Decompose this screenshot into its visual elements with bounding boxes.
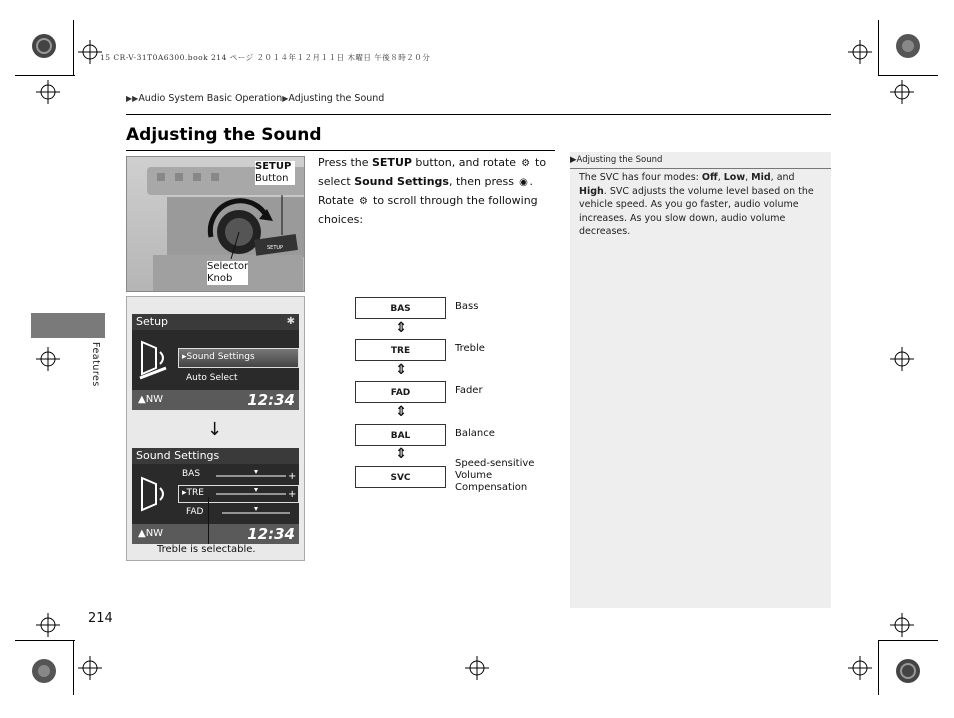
crop-mark	[73, 20, 74, 75]
intro-text: to select	[318, 156, 547, 188]
crop-mark	[878, 20, 879, 75]
updown-arrow-icon: ⇕	[395, 446, 407, 462]
choice-label-balance: Balance	[455, 428, 495, 439]
menu-item-sound-settings: ▸Sound Settings	[182, 352, 255, 362]
knob-label-line2: Knob	[207, 273, 233, 284]
page-number: 214	[88, 611, 113, 626]
setup-screen-title: Setup	[132, 314, 299, 330]
instruction-text	[318, 154, 558, 229]
registration-disc-icon	[894, 657, 922, 685]
control-panel-photo	[126, 156, 305, 292]
intro-text: to scroll through the following choices:	[318, 194, 538, 226]
crosshair-icon	[465, 656, 489, 680]
crosshair-icon	[890, 80, 914, 104]
svg-text:+: +	[288, 471, 296, 482]
section-tab	[31, 313, 105, 338]
choice-label-treble: Treble	[455, 343, 485, 354]
choice-label-fader: Fader	[455, 385, 483, 396]
choice-box-tre: TRE	[355, 339, 446, 361]
crop-mark	[15, 75, 75, 76]
crop-mark	[878, 640, 879, 695]
clock-readout: 12:34	[247, 391, 295, 409]
intro-text: button, and rotate	[411, 156, 520, 169]
updown-arrow-icon: ⇕	[395, 362, 407, 378]
setup-screen	[132, 314, 299, 410]
intro-bold-setup: SETUP	[372, 156, 412, 169]
audio-settings-icon	[136, 338, 172, 382]
print-header-note: 15 CR-V-31T0A6300.book 214 ページ ２０１４年１２月１１日 木曜日 午後８時２０分	[100, 53, 431, 62]
note-text: The SVC has four modes:	[579, 172, 702, 183]
mode-mid: Mid	[751, 172, 771, 183]
setup-label-line1: SETUP	[255, 161, 292, 172]
bass-slider	[216, 468, 296, 482]
row-tre: ▸TRE	[182, 488, 204, 498]
choice-box-fad: FAD	[355, 381, 446, 403]
section-label: Features	[90, 342, 101, 387]
setup-label-line2: Button	[255, 173, 289, 184]
registration-disc-icon	[894, 32, 922, 60]
updown-arrow-icon: ⇕	[395, 320, 407, 336]
screen-caption: Treble is selectable.	[157, 544, 256, 555]
crop-mark	[15, 640, 75, 641]
press-knob-icon: ◉	[519, 177, 528, 188]
crop-mark	[878, 640, 938, 641]
setup-button-label	[255, 161, 295, 185]
breadcrumb	[126, 93, 384, 104]
knob-label-line1: Selector	[207, 261, 249, 272]
crosshair-icon	[890, 347, 914, 371]
crosshair-icon	[36, 613, 60, 637]
note-heading	[570, 155, 662, 165]
treble-slider	[216, 486, 296, 500]
intro-bold-sound-settings: Sound Settings	[354, 175, 449, 188]
svg-text:+: +	[288, 489, 296, 500]
choice-box-bal: BAL	[355, 424, 446, 446]
choice-label-bass: Bass	[455, 301, 479, 312]
menu-item-auto-select: Auto Select	[186, 373, 238, 383]
rotate-knob-icon: ⚙	[521, 158, 531, 169]
intro-text: Press the	[318, 156, 372, 169]
registration-disc-icon	[30, 657, 58, 685]
crop-mark	[878, 75, 938, 76]
mode-off: Off	[701, 172, 718, 183]
svc-label-line2: Volume	[455, 470, 493, 481]
crosshair-icon	[848, 656, 872, 680]
sound-settings-screen	[132, 448, 299, 544]
down-arrow-icon: ↓	[207, 419, 223, 440]
setup-button-text: SETUP	[267, 245, 284, 251]
sound-settings-title: Sound Settings	[132, 448, 299, 464]
note-divider	[570, 168, 831, 169]
rotate-knob-icon: ⚙	[359, 196, 368, 207]
crosshair-icon	[36, 347, 60, 371]
row-fad: FAD	[186, 507, 204, 517]
note-body: The SVC has four modes: Off, Low, Mid, and High. SVC adjusts the volume level based on the vehicle speed. As you go faster, audio volume increases. As you slow down, audio volume decreases.	[579, 172, 814, 237]
setup-screen-footer	[132, 390, 299, 410]
crosshair-icon	[36, 80, 60, 104]
fader-slider	[216, 505, 296, 519]
choice-label-svc	[455, 458, 534, 494]
crosshair-icon	[78, 656, 102, 680]
note-heading-text: Adjusting the Sound	[576, 155, 663, 165]
audio-settings-icon	[136, 474, 172, 514]
intro-text: , then press	[448, 175, 518, 188]
registration-disc-icon	[30, 32, 58, 60]
bluetooth-icon: ✱	[286, 316, 295, 327]
mode-low: Low	[723, 172, 746, 183]
note-text: SVC adjusts the volume level based on the vehicle speed. As you go faster, audio volume increases. As you slow down, audio volume decreases.	[579, 185, 814, 237]
selector-knob-label	[207, 261, 248, 285]
breadcrumb-separator-icon: ▶	[282, 94, 289, 103]
title-underline	[126, 150, 555, 151]
row-bas: BAS	[182, 469, 201, 479]
choice-box-svc: SVC	[355, 466, 446, 488]
compass-readout: ▲NW	[138, 394, 164, 405]
breadcrumb-current: Adjusting the Sound	[288, 93, 385, 104]
choice-box-bas: BAS	[355, 297, 446, 319]
page-title: Adjusting the Sound	[126, 125, 322, 145]
header-divider	[126, 114, 831, 115]
caption-pointer	[208, 497, 209, 544]
mode-high: High	[579, 185, 604, 197]
breadcrumb-section[interactable]: Audio System Basic Operation	[138, 93, 283, 104]
note-marker-icon: ▶	[570, 155, 577, 165]
sound-screen-footer	[132, 524, 299, 544]
crosshair-icon	[78, 40, 102, 64]
intro-text: . Rotate	[318, 175, 533, 207]
crosshair-icon	[848, 40, 872, 64]
crosshair-icon	[890, 613, 914, 637]
clock-readout: 12:34	[247, 525, 295, 543]
updown-arrow-icon: ⇕	[395, 404, 407, 420]
svc-label-line3: Compensation	[455, 482, 528, 493]
crop-mark	[73, 640, 74, 695]
screen-illustrations	[126, 296, 305, 561]
svc-label-line1: Speed-sensitive	[455, 458, 535, 469]
breadcrumb-arrows-icon: ▶▶	[126, 94, 139, 103]
compass-readout: ▲NW	[138, 528, 164, 539]
